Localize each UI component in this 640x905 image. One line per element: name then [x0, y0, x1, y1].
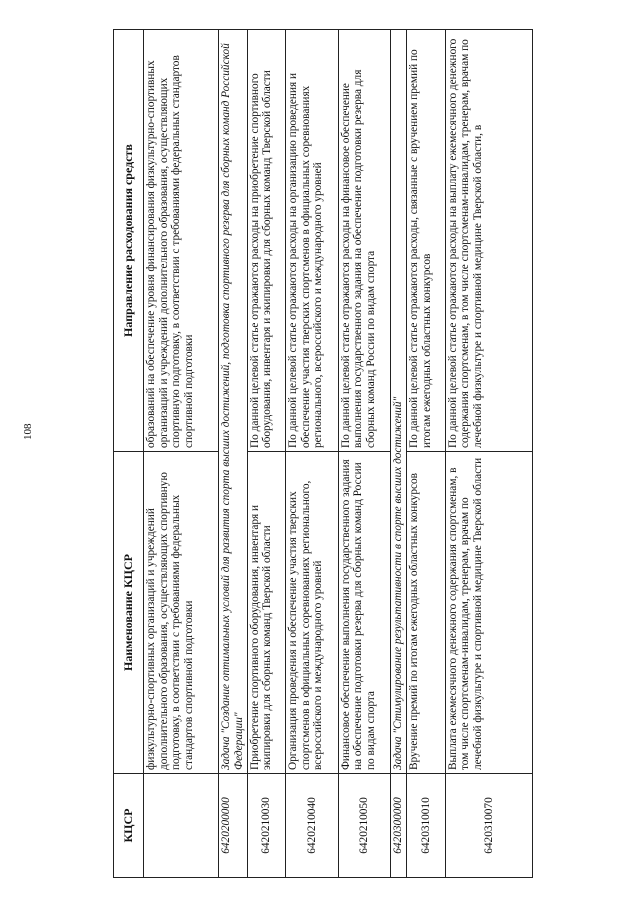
table-row	[247, 30, 286, 878]
task-row	[219, 30, 248, 878]
rotated-table-container	[113, 30, 533, 878]
table-row	[407, 30, 446, 878]
table-row	[286, 30, 339, 878]
row-code	[144, 774, 219, 878]
table-row	[144, 30, 219, 878]
row-code: 6420310070	[445, 774, 532, 878]
task-text: Задача "Стимулирование результативности в спорте высших достижений"	[391, 30, 407, 774]
row-code: 6420210040	[286, 774, 339, 878]
row-code: 6420310010	[407, 774, 446, 878]
table-row	[338, 30, 391, 878]
row-name: Вручение премий по итогам ежегодных областных конкурсов	[407, 452, 446, 774]
task-code: 6420300000	[391, 774, 407, 878]
task-code: 6420200000	[219, 774, 248, 878]
task-row	[391, 30, 407, 878]
row-name: Организация проведения и обеспечение участия тверских спортсменов в официальных соревнованиях регионального, всероссийского и международного уровней	[286, 452, 339, 774]
row-direction: По данной целевой статье отражаются расходы на выплату ежемесячного денежного содержания спортсменам, в том числе спортсменам-инвалидам, тренерам, врачам по лечебной физкультуре и спортивной медицине Тверской области, в	[445, 30, 532, 452]
row-name: Приобретение спортивного оборудования, инвентаря и экипировки для сборных команд Тверской области	[247, 452, 286, 774]
task-text: Задача "Создание оптимальных условий для развития спорта высших достижений, подготовка спортивного резерва для сборных команд Российской Федерации"	[219, 30, 248, 774]
row-direction: образований на обеспечение уровня финансирования физкультурно-спортивных организаций и учреждений дополнительного образования, осуществляющих спортивную подготовку, в соответствии с требованиями федеральных стандартов спортивной подготовки	[144, 30, 219, 452]
budget-codes-table	[113, 29, 533, 878]
row-code: 6420210030	[247, 774, 286, 878]
row-name: физкультурно-спортивных организаций и учреждений дополнительного образования, осуществляющих спортивную подготовку, в соответствии с требованиями федеральных стандартов спортивной подготовки	[144, 452, 219, 774]
table-header-row	[114, 30, 144, 878]
row-direction: По данной целевой статье отражаются расходы, связанные с вручением премий по итогам ежегодных областных конкурсов	[407, 30, 446, 452]
row-direction: По данной целевой статье отражаются расходы на финансовое обеспечение выполнения государственного задания на обеспечение подготовки резерва для сборных команд России по видам спорта	[338, 30, 391, 452]
row-name: Финансовое обеспечение выполнения государственного задания на обеспечение подготовки резерва для сборных команд России по видам спорта	[338, 452, 391, 774]
row-direction: По данной целевой статье отражаются расходы на приобретение спортивного оборудования, инвентаря и экипировки для сборных команд Тверской области	[247, 30, 286, 452]
table-row	[445, 30, 532, 878]
header-name: Наименование КЦСР	[114, 452, 144, 774]
row-direction: По данной целевой статье отражаются расходы на организацию проведения и обеспечение участия тверских спортсменов в официальных соревнованиях регионального, всероссийского и международного уровней	[286, 30, 339, 452]
row-code: 6420210050	[338, 774, 391, 878]
header-direction: Направление расходования средств	[114, 30, 144, 452]
header-code: КЦСР	[114, 774, 144, 878]
row-name: Выплата ежемесячного денежного содержания спортсменам, в том числе спортсменам-инвалидам, тренерам, врачам по лечебной физкультуре и спортивной медицине Тверской области	[445, 452, 532, 774]
page-number: 108	[22, 423, 34, 440]
